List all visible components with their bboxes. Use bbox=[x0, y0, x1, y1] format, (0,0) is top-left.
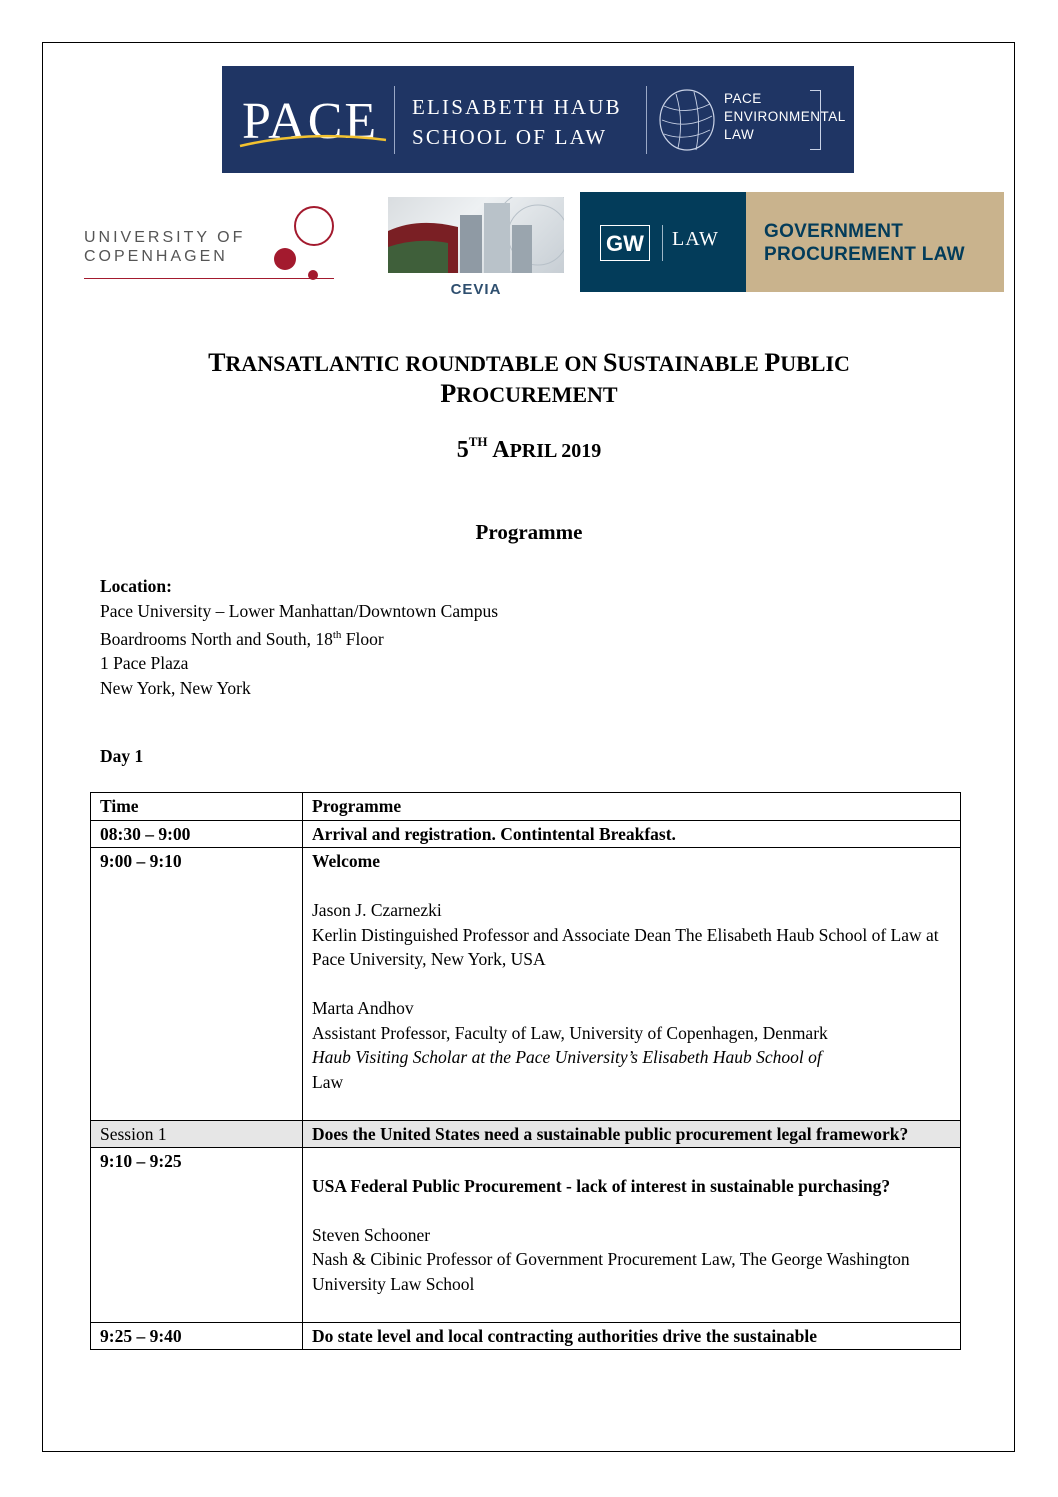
cevia-logo bbox=[388, 197, 564, 301]
pace-law-logo bbox=[222, 66, 854, 173]
gw-mark-panel bbox=[580, 192, 746, 292]
day-label: Day 1 bbox=[100, 746, 144, 766]
programme-table bbox=[90, 792, 961, 1350]
time-cell: 9:10 – 9:25 bbox=[91, 1148, 303, 1323]
location-line: 1 Pace Plaza bbox=[100, 653, 189, 674]
programme-cell: Do state level and local contracting authorities drive the sustainable bbox=[303, 1322, 961, 1350]
copenhagen-wordmark: UNIVERSITY OF COPENHAGEN bbox=[84, 229, 246, 265]
column-header-programme: Programme bbox=[303, 793, 961, 821]
speaker-name: Jason J. Czarnezki bbox=[312, 900, 442, 920]
item-title: USA Federal Public Procurement - lack of interest in sustainable purchasing? bbox=[312, 1175, 891, 1196]
building-image bbox=[388, 197, 564, 273]
location-line: Boardrooms North and South, 18th Floor bbox=[100, 628, 384, 649]
time-cell: 08:30 – 9:00 bbox=[91, 820, 303, 848]
pace-swoosh-icon bbox=[238, 132, 388, 150]
pace-school-name: ELISABETH HAUB SCHOOL OF LAW bbox=[412, 95, 622, 149]
gw-mark: GW bbox=[600, 225, 650, 261]
item-title: Welcome bbox=[312, 851, 381, 871]
programme-cell bbox=[303, 848, 961, 1121]
location-block bbox=[100, 574, 498, 700]
gw-gpl-panel bbox=[746, 192, 1004, 292]
table-row bbox=[91, 848, 961, 1121]
session-title: Does the United States need a sustainable public procurement legal framework? bbox=[303, 1120, 961, 1148]
gw-law-logo bbox=[580, 192, 1004, 292]
speaker-role: Nash & Cibinic Professor of Government Procurement Law, The George Washington University Law School bbox=[312, 1249, 910, 1294]
divider bbox=[394, 86, 395, 154]
table-row bbox=[91, 1322, 961, 1350]
divider bbox=[646, 86, 647, 154]
speaker-name: Marta Andhov bbox=[312, 998, 414, 1018]
programme-cell bbox=[303, 1148, 961, 1323]
event-title: TRANSATLANTIC ROUNDTABLE ON SUSTAINABLE PUBLIC PROCUREMENT bbox=[208, 348, 850, 408]
dot-icon bbox=[274, 248, 296, 270]
table-row bbox=[91, 820, 961, 848]
programme-heading: Programme bbox=[475, 520, 583, 544]
time-cell: 9:25 – 9:40 bbox=[91, 1322, 303, 1350]
table-row bbox=[91, 1148, 961, 1323]
programme-cell: Arrival and registration. Contintental Breakfast. bbox=[303, 820, 961, 848]
speaker-note-end: Law bbox=[312, 1071, 344, 1092]
speaker-role: Kerlin Distinguished Professor and Associate Dean The Elisabeth Haub School of Law at Pace University, New York, USA bbox=[312, 924, 939, 969]
speaker-note: Haub Visiting Scholar at the Pace University’s Elisabeth Haub School of bbox=[312, 1047, 822, 1067]
seal-icon bbox=[294, 206, 334, 246]
pace-environmental-law: PACE ENVIRONMENTAL LAW bbox=[724, 91, 846, 142]
divider bbox=[662, 225, 663, 261]
speaker-role: Assistant Professor, Faculty of Law, University of Copenhagen, Denmark bbox=[312, 1022, 828, 1043]
speaker-name: Steven Schooner bbox=[312, 1224, 431, 1245]
globe-icon bbox=[656, 86, 718, 154]
time-cell: 9:00 – 9:10 bbox=[91, 848, 303, 1121]
gw-law-text: LAW bbox=[672, 228, 719, 250]
location-line: New York, New York bbox=[100, 677, 251, 698]
gw-gpl-text: GOVERNMENT PROCUREMENT LAW bbox=[764, 221, 965, 265]
divider bbox=[84, 278, 334, 279]
event-date: 5TH APRIL 2019 bbox=[456, 434, 602, 463]
location-line: Pace University – Lower Manhattan/Downtown Campus bbox=[100, 600, 499, 621]
pace-wordmark: PACE bbox=[242, 93, 379, 150]
bracket-icon bbox=[810, 90, 821, 150]
session-row bbox=[91, 1120, 961, 1148]
session-label: Session 1 bbox=[91, 1120, 303, 1148]
table-header-row bbox=[91, 793, 961, 821]
university-of-copenhagen-logo bbox=[84, 200, 342, 288]
column-header-time: Time bbox=[91, 793, 303, 821]
location-label: Location: bbox=[100, 576, 172, 596]
cevia-label: CEVIA bbox=[450, 281, 502, 298]
